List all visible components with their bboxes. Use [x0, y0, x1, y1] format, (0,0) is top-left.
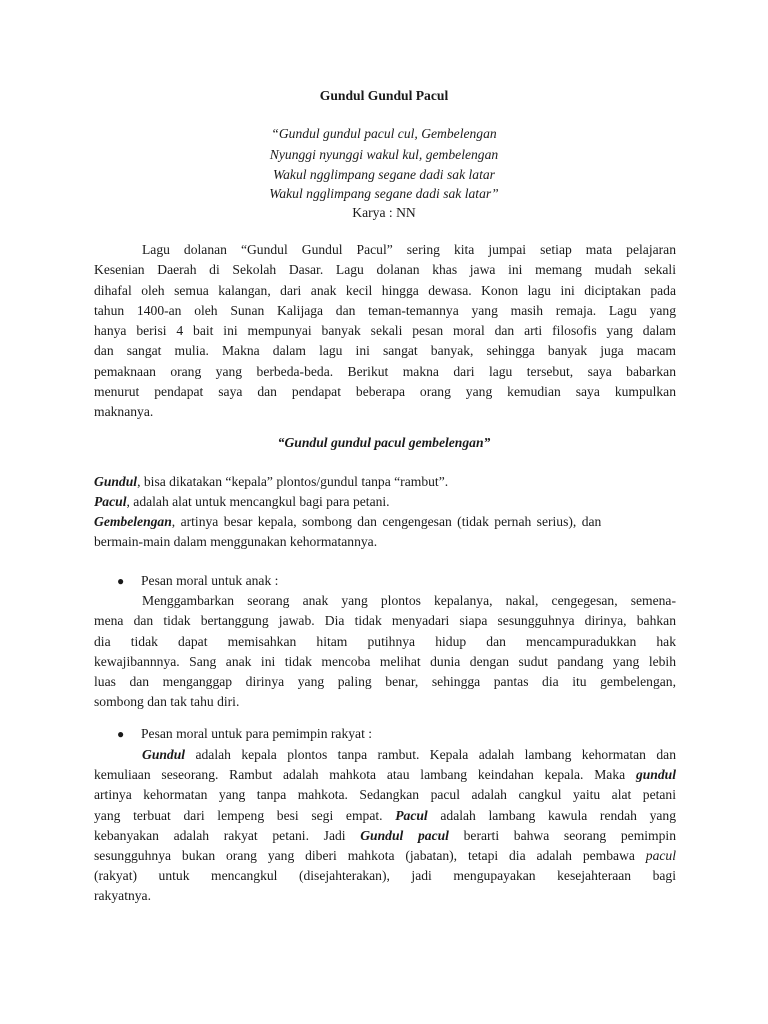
definition-gundul — [94, 472, 448, 492]
term-gundul-3: gundul — [635, 767, 676, 782]
definition-pacul — [94, 492, 390, 512]
section-pemimpin-line: rakyatnya. — [94, 888, 151, 903]
intro-line: menurut pendapat saya dan pendapat beberapa orang yang kemudian saya kumpulkan — [94, 384, 676, 399]
section-pemimpin-text: yang terbuat dari lempeng besi segi empat. — [94, 808, 396, 823]
term-gembelengan: Gembelengan — [94, 514, 172, 529]
section-anak-line: kewajibannnya. Sang anak ini tidak mencoba melihat dunia dengan sudut pandang yang lebih — [94, 654, 676, 669]
poem-line-1: “Gundul gundul pacul cul, Gembelengan — [271, 126, 497, 141]
section-pemimpin-text: kemuliaan seseorang. Rambut adalah mahkota atau lambang keindahan kepala. Maka — [94, 767, 636, 782]
section-anak-heading: Pesan moral untuk anak : — [141, 573, 279, 588]
section-pemimpin-text: berarti bahwa seorang pemimpin — [448, 828, 676, 843]
section-pemimpin-text: adalah lambang kawula rendah yang — [427, 808, 676, 823]
definition-gembelengan — [94, 512, 676, 532]
section-anak-line: Menggambarkan seorang anak yang plontos kepalanya, nakal, cengegesan, semena- — [142, 593, 676, 608]
poem-credit: Karya : NN — [352, 205, 416, 220]
poem-line-2: Nyunggi nyunggi wakul kul, gembelengan — [269, 147, 499, 162]
section-pemimpin-line — [94, 826, 676, 846]
term-gundul-pacul: Gundul pacul — [360, 828, 449, 843]
intro-line: pemaknaan orang yang berbeda-beda. Berikut makna dari lagu tersebut, saya babarkan — [94, 364, 676, 379]
section-anak-line: sombong dan tak tahu diri. — [94, 694, 240, 709]
intro-line: hanya berisi 4 bait ini mempunyai banyak sekali pesan moral dan arti filosofis yang dalam — [94, 323, 676, 338]
section-pemimpin-line: artinya kehormatan yang tanpa mahkota. Sedangkan pacul adalah cangkul yaitu alat petani — [94, 787, 676, 802]
section-pemimpin-text: kebanyakan adalah rakyat petani. Jadi — [94, 828, 361, 843]
subheading: “Gundul gundul pacul gembelengan” — [277, 435, 491, 450]
section-pemimpin-text: sesungguhnya bukan orang yang diberi mahkota (jabatan), tetapi dia adalah pembawa — [94, 848, 646, 863]
intro-line: dihafal oleh semua kalangan, dari anak kecil hingga dewasa. Konon lagu ini diciptakan pada — [94, 283, 676, 298]
definition-gembelengan-cont: bermain-main dalam menggunakan kehormatannya. — [94, 534, 378, 549]
page-title: Gundul Gundul Pacul — [319, 88, 449, 103]
section-pemimpin-line — [142, 745, 676, 765]
definition-gembelengan-text: , artinya besar kepala, sombong dan cengengesan (tidak pernah serius), dan — [171, 514, 602, 529]
bullet-icon: ● — [117, 727, 125, 741]
term-pacul-2: Pacul — [395, 808, 428, 823]
section-pemimpin-line: (rakyat) untuk mencangkul (disejahterakan), jadi mengupayakan kesejahteraan bagi — [94, 868, 676, 883]
intro-line: Lagu dolanan “Gundul Gundul Pacul” sering kita jumpai setiap mata pelajaran — [142, 242, 676, 257]
intro-line: maknanya. — [94, 404, 154, 419]
poem-line-3: Wakul ngglimpang segane dadi sak latar — [273, 167, 495, 182]
intro-line: Kesenian Daerah di Sekolah Dasar. Lagu dolanan khas jawa ini memang mudah sekali — [94, 262, 676, 277]
section-pemimpin-line — [94, 846, 676, 866]
term-gundul-2: Gundul — [142, 747, 186, 762]
term-pacul: Pacul — [94, 494, 127, 509]
section-anak-line: luas dan menganggap dirinya yang paling benar, sehingga pantas dia itu gembelengan, — [94, 674, 676, 689]
section-pemimpin-line — [94, 806, 676, 826]
term-pacul-3: pacul — [645, 848, 676, 863]
section-anak-line: mena dan tidak bertanggung jawab. Dia tidak menyadari siapa sesungguhnya dirinya, bahkan — [94, 613, 676, 628]
section-anak-line: dia tidak dapat memisahkan hitam putihnya hidup dan mencampuradukkan hak — [94, 634, 676, 649]
bullet-icon: ● — [117, 574, 125, 588]
section-pemimpin-line — [94, 765, 676, 785]
intro-line: dan sangat mulia. Makna dalam lagu ini sangat banyak, sehingga banyak juga macam — [94, 343, 676, 358]
section-pemimpin-text: adalah kepala plontos tanpa rambut. Kepala adalah lambang kehormatan dan — [185, 747, 676, 762]
poem-line-4: Wakul ngglimpang segane dadi sak latar” — [269, 186, 499, 201]
section-pemimpin-heading: Pesan moral untuk para pemimpin rakyat : — [141, 726, 373, 741]
intro-line: tahun 1400-an oleh Sunan Kalijaga dan teman-temannya yang masih remaja. Lagu yang — [94, 303, 676, 318]
term-gundul: Gundul — [94, 474, 138, 489]
definition-gundul-text: , bisa dikatakan “kepala” plontos/gundul tanpa “rambut”. — [137, 474, 449, 489]
definition-pacul-text: , adalah alat untuk mencangkul bagi para petani. — [126, 494, 390, 509]
